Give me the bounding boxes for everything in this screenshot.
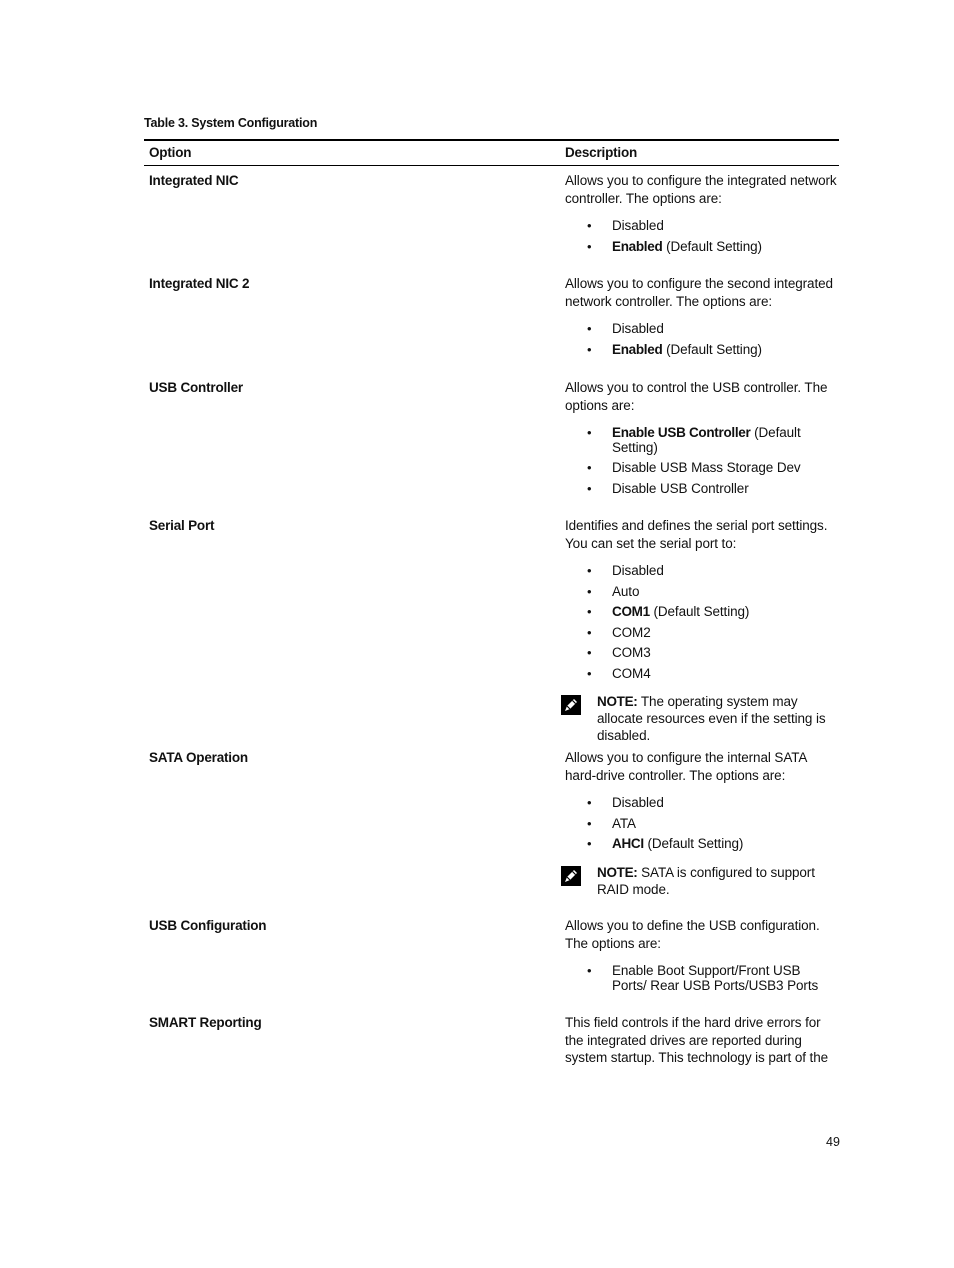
option-description — [565, 1014, 837, 1079]
note-callout — [565, 693, 837, 744]
options-list — [565, 426, 837, 496]
options-list — [565, 564, 837, 681]
option-description — [565, 749, 837, 898]
list-item — [565, 482, 837, 497]
page-number: 49 — [826, 1135, 840, 1149]
note-label: NOTE: — [597, 864, 638, 880]
note-callout — [565, 864, 837, 898]
description-intro: Allows you to configure the integrated network controller. The options are: — [565, 173, 837, 206]
list-item-text: Disable USB Controller — [612, 480, 749, 496]
list-item-text: ATA — [612, 815, 636, 831]
option-name: USB Controller — [149, 380, 243, 395]
options-list — [565, 322, 837, 357]
description-intro: Identifies and defines the serial port settings. You can set the serial port to: — [565, 518, 828, 551]
note-pencil-icon — [561, 695, 581, 715]
option-name: Integrated NIC — [149, 173, 239, 188]
list-item-text: COM2 — [612, 624, 651, 640]
option-description — [565, 275, 837, 363]
list-item — [565, 219, 837, 234]
option-description — [565, 172, 837, 260]
list-item — [565, 646, 837, 661]
list-item-text: (Default Setting) — [612, 425, 801, 455]
option-description — [565, 517, 837, 744]
default-option-label: AHCI — [612, 836, 644, 851]
header-description: Description — [565, 145, 638, 160]
list-item-text: (Default Setting) — [649, 604, 750, 619]
option-name: SMART Reporting — [149, 1015, 262, 1030]
option-name: Integrated NIC 2 — [149, 276, 250, 291]
default-option-label: Enabled — [612, 341, 663, 357]
note-text: SATA is configured to support RAID mode. — [597, 864, 815, 897]
bullet-icon: • — [587, 604, 592, 619]
bullet-icon: • — [587, 836, 592, 851]
default-option-label: COM1 — [612, 604, 650, 619]
note-pencil-icon — [561, 866, 581, 886]
options-list — [565, 219, 837, 254]
bullet-icon: • — [587, 480, 592, 496]
list-item-text: Disabled — [612, 218, 664, 233]
list-item-text: Disabled — [612, 321, 664, 336]
description-intro: Allows you to configure the internal SATA hard-drive controller. The options are: — [565, 750, 807, 783]
list-item-text: Disable USB Mass Storage Dev — [612, 460, 801, 475]
list-item-text: (Default Setting) — [662, 341, 762, 357]
option-name: USB Configuration — [149, 918, 267, 933]
list-item — [565, 322, 837, 337]
header-option: Option — [149, 145, 192, 160]
description-intro: Allows you to define the USB configuration. The options are: — [565, 918, 820, 951]
bullet-icon: • — [587, 321, 592, 336]
option-description — [565, 917, 837, 999]
list-item — [565, 626, 837, 641]
list-item-text: Disabled — [612, 795, 664, 810]
bullet-icon: • — [587, 624, 592, 640]
bullet-icon: • — [587, 218, 592, 233]
default-option-label: Enabled — [612, 238, 663, 254]
option-name: SATA Operation — [149, 750, 248, 765]
list-item-text: Disabled — [612, 563, 664, 578]
bullet-icon: • — [587, 815, 592, 831]
list-item — [565, 605, 837, 620]
list-item-text: Auto — [612, 583, 640, 599]
list-item — [565, 796, 837, 811]
bullet-icon: • — [587, 460, 592, 475]
description-intro: Allows you to control the USB controller. The options are: — [565, 380, 828, 413]
list-item — [565, 585, 837, 600]
list-item-text: COM3 — [612, 645, 651, 660]
table-header-rule — [144, 165, 839, 166]
bullet-icon: • — [587, 341, 592, 357]
list-item — [565, 461, 837, 476]
description-intro: Allows you to configure the second integrated network controller. The options are: — [565, 276, 833, 309]
note-text: The operating system may allocate resources even if the setting is disabled. — [597, 694, 826, 743]
option-description — [565, 379, 837, 502]
option-name: Serial Port — [149, 518, 215, 533]
default-option-label: Enable USB Controller — [612, 425, 751, 440]
list-item-text: COM4 — [612, 665, 651, 681]
options-list — [565, 964, 837, 993]
bullet-icon: • — [587, 795, 592, 810]
table-top-rule — [144, 139, 839, 141]
list-item — [565, 837, 837, 852]
bullet-icon: • — [587, 665, 592, 681]
list-item — [565, 564, 837, 579]
note-label: NOTE: — [597, 694, 638, 709]
list-item — [565, 426, 837, 455]
description-intro: This field controls if the hard drive errors for the integrated drives are reported during system startup. This technology is part of the — [565, 1015, 829, 1065]
list-item-text: (Default Setting) — [662, 238, 762, 254]
options-list — [565, 796, 837, 852]
bullet-icon: • — [587, 583, 592, 599]
list-item-text: (Default Setting) — [643, 836, 744, 851]
bullet-icon: • — [587, 563, 592, 578]
bullet-icon: • — [587, 963, 592, 978]
bullet-icon: • — [587, 425, 592, 440]
table-caption: Table 3. System Configuration — [144, 116, 318, 130]
list-item — [565, 817, 837, 832]
list-item — [565, 240, 837, 255]
list-item — [565, 343, 837, 358]
list-item — [565, 964, 837, 993]
list-item-text: Enable Boot Support/Front USB Ports/ Rear USB Ports/USB3 Ports — [612, 963, 819, 993]
list-item — [565, 667, 837, 682]
bullet-icon: • — [587, 645, 592, 660]
bullet-icon: • — [587, 238, 592, 254]
